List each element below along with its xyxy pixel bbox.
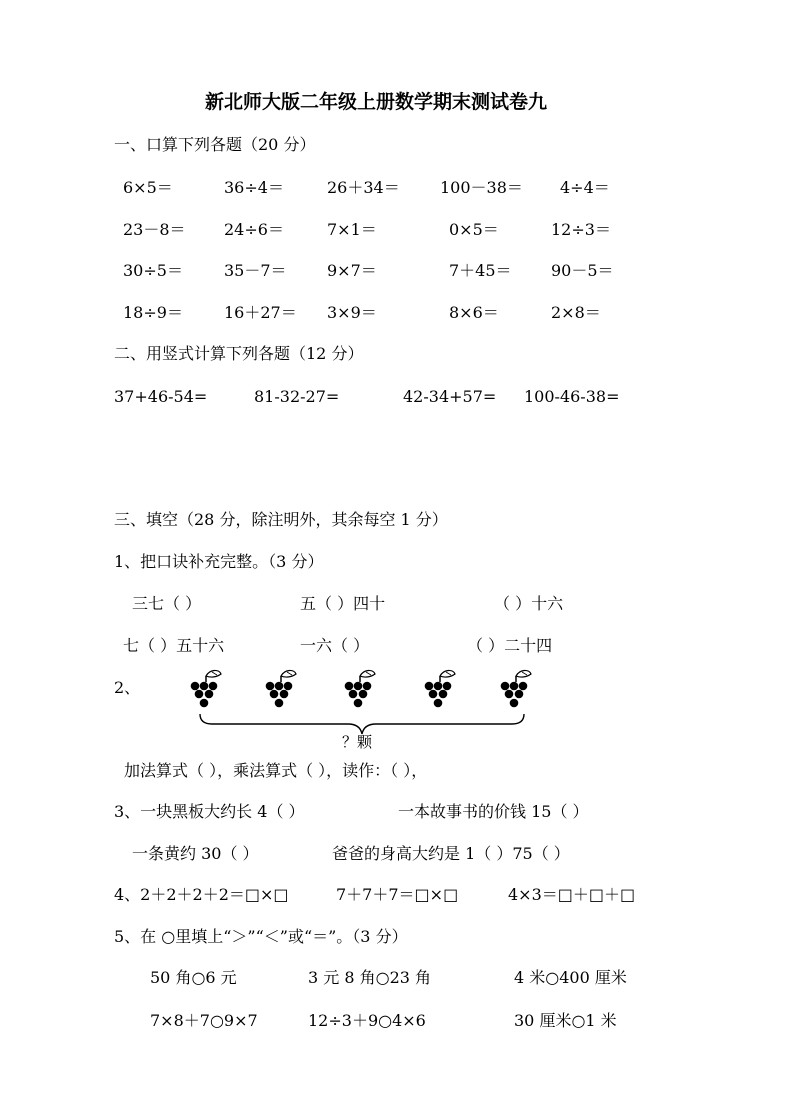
brace-label: ？颗 [342, 733, 373, 751]
vertical-calc-3: 42-34+57= [403, 387, 497, 406]
q5-compare-6: 30 厘米○1 米 [514, 1011, 617, 1030]
q3-item-4: 爸爸的身高大约是 1（ ）75（ ） [332, 844, 570, 863]
q2-answer-line: 加法算式（ ），乘法算式（ ），读作：（ ）， [124, 761, 428, 780]
oral-q-2-4: 0×5＝ [449, 220, 499, 239]
q5-label: 5、在 ○里填上“＞”“＜”或“＝”。（3 分） [114, 927, 408, 946]
oral-q-1-3: 26＋34＝ [327, 178, 400, 197]
q5-compare-1: 50 角○6 元 [150, 968, 237, 987]
q1-blank-2: 五（ ）四十 [300, 594, 386, 613]
oral-q-1-2: 36÷4＝ [224, 178, 284, 197]
q5-compare-5: 12÷3＋9○4×6 [308, 1011, 426, 1030]
section3-heading: 三、填空（28 分，除注明外，其余每空 1 分） [114, 510, 448, 529]
oral-q-2-3: 7×1＝ [327, 220, 377, 239]
q1-blank-4: 七（ ）五十六 [123, 636, 225, 655]
q1-blank-5: 一六（ ） [300, 636, 370, 655]
q1-label: 1、把口诀补充完整。（3 分） [114, 552, 324, 571]
oral-q-1-5: 4÷4＝ [560, 178, 610, 197]
q2-label: 2、 [114, 678, 141, 697]
oral-q-2-5: 12÷3＝ [551, 220, 611, 239]
page-title: 新北师大版二年级上册数学期末测试卷九 [205, 91, 548, 113]
oral-q-3-4: 7＋45＝ [449, 261, 512, 280]
q3-item-1: 3、一块黑板大约长 4（ ） [114, 802, 305, 821]
q1-blank-1: 三七（ ） [132, 594, 202, 613]
vertical-calc-2: 81-32-27= [254, 387, 340, 406]
oral-q-4-4: 8×6＝ [449, 303, 499, 322]
q4-item-3: 4×3＝□＋□＋□ [508, 885, 636, 904]
vertical-calc-4: 100-46-38= [524, 387, 620, 406]
q3-item-3: 一条黄约 30（ ） [132, 844, 259, 863]
oral-q-1-1: 6×5＝ [123, 178, 173, 197]
q5-compare-4: 7×8＋7○9×7 [150, 1011, 258, 1030]
oral-q-4-2: 16＋27＝ [224, 303, 297, 322]
grape-icon [422, 668, 458, 712]
vertical-calc-1: 37+46-54= [114, 387, 208, 406]
oral-q-1-4: 100－38＝ [440, 178, 523, 197]
oral-q-3-5: 90－5＝ [551, 261, 614, 280]
q3-item-2: 一本故事书的价钱 15（ ） [398, 802, 589, 821]
oral-q-2-2: 24÷6＝ [224, 220, 284, 239]
grape-icon [263, 668, 299, 712]
section1-heading: 一、口算下列各题（20 分） [114, 135, 316, 154]
oral-q-3-2: 35－7＝ [224, 261, 287, 280]
q4-item-1: 4、2＋2＋2＋2＝□×□ [114, 885, 289, 904]
oral-q-3-1: 30÷5＝ [123, 261, 183, 280]
oral-q-2-1: 23－8＝ [123, 220, 186, 239]
q1-blank-3: （ ）十六 [494, 594, 564, 613]
oral-q-4-1: 18÷9＝ [123, 303, 183, 322]
q5-compare-3: 4 米○400 厘米 [514, 968, 627, 987]
section2-heading: 二、用竖式计算下列各题（12 分） [114, 344, 364, 363]
grape-icon [342, 668, 378, 712]
oral-q-4-5: 2×8＝ [551, 303, 601, 322]
q5-compare-2: 3 元 8 角○23 角 [308, 968, 432, 987]
q1-blank-6: （ ）二十四 [467, 636, 553, 655]
q4-item-2: 7＋7＋7＝□×□ [336, 885, 459, 904]
grape-icon [498, 668, 534, 712]
grape-icon [188, 668, 224, 712]
oral-q-3-3: 9×7＝ [327, 261, 377, 280]
oral-q-4-3: 3×9＝ [327, 303, 377, 322]
